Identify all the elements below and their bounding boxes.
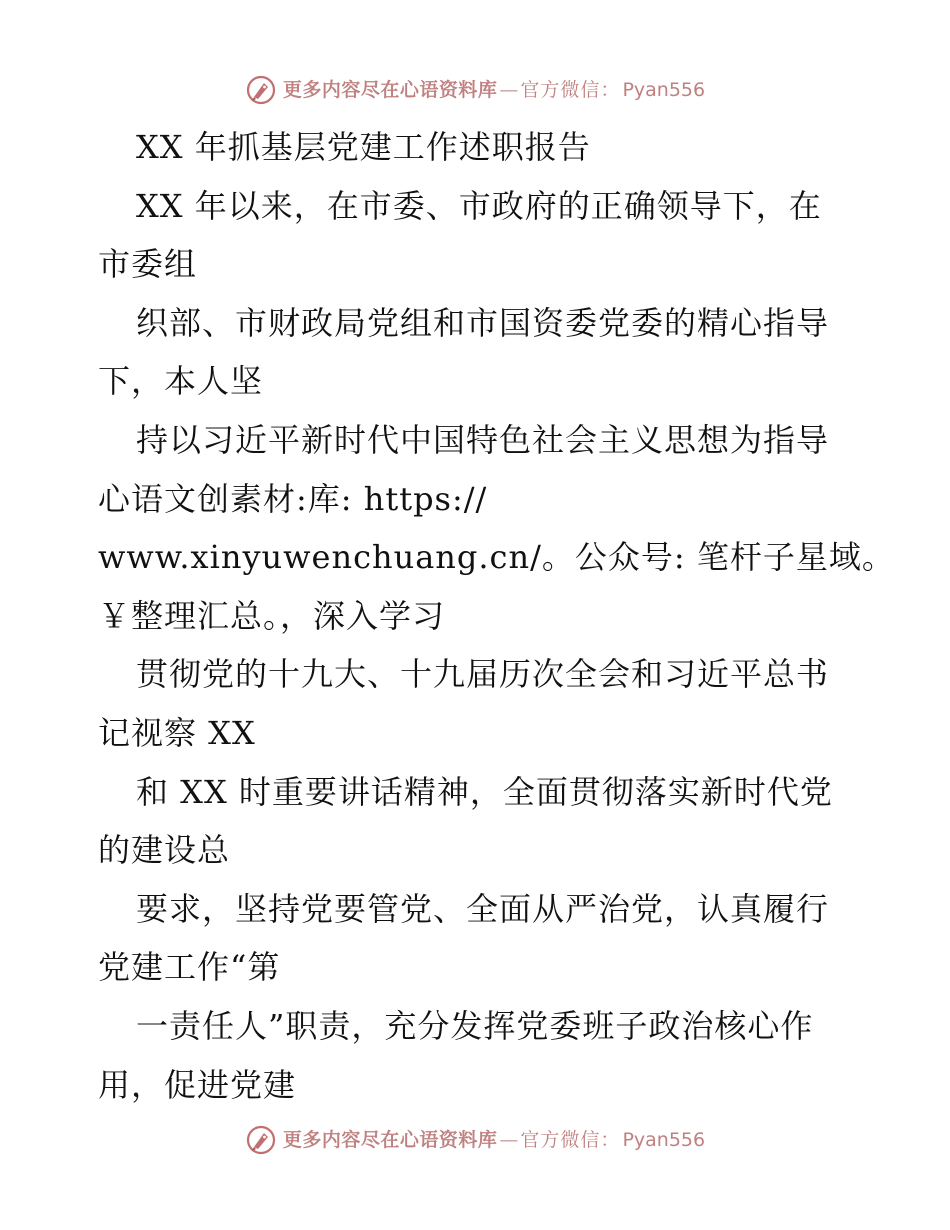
body-line: 持以习近平新时代中国特色社会主义思想为指导 [136, 420, 830, 459]
body-line: www.xinyuwenchuang.cn/。公众号: 笔杆子星域。 [98, 538, 895, 577]
document-title: XX 年抓基层党建工作述职报告 [136, 128, 591, 166]
banner-wechat-label: 官方微信： [520, 1129, 621, 1151]
banner-brand-text: 更多内容尽在心语资料库 [282, 79, 498, 101]
pen-nib-logo-icon [245, 1124, 277, 1156]
banner-wechat-label: 官方微信： [520, 79, 621, 101]
footer-banner [0, 1120, 950, 1160]
document-body [98, 118, 895, 1114]
body-line: 市委组 [98, 245, 198, 284]
banner-dash: — [499, 79, 519, 101]
banner-wechat-handle: Pyan556 [622, 79, 706, 101]
body-line: 贯彻党的十九大、十九届历次全会和习近平总书 [136, 655, 830, 694]
body-line: 要求，坚持党要管党、全面从严治党，认真履行 [136, 889, 830, 928]
body-line: 织部、市财政局党组和市国资委党委的精心指导 [136, 303, 830, 342]
body-line: XX 年以来，在市委、市政府的正确领导下，在 [136, 186, 822, 225]
body-line: 心语文创素材:库: https:// [98, 479, 488, 518]
body-line: 和 XX 时重要讲话精神，全面贯彻落实新时代党 [136, 772, 833, 811]
body-line: 记视察 XX [98, 713, 256, 752]
header-banner [0, 70, 950, 110]
body-line: 用，促进党建 [98, 1065, 297, 1104]
body-line: 的建设总 [98, 831, 231, 870]
banner-brand-text: 更多内容尽在心语资料库 [282, 1129, 498, 1151]
banner-dash: — [499, 1129, 519, 1151]
body-line: 下，本人坚 [98, 362, 264, 401]
body-line: 党建工作“第 [98, 948, 281, 987]
pen-nib-logo-icon [245, 74, 277, 106]
banner-wechat-handle: Pyan556 [622, 1129, 706, 1151]
body-line: ￥整理汇总。，深入学习 [98, 596, 446, 635]
body-line: 一责任人”职责，充分发挥党委班子政治核心作 [136, 1006, 814, 1045]
